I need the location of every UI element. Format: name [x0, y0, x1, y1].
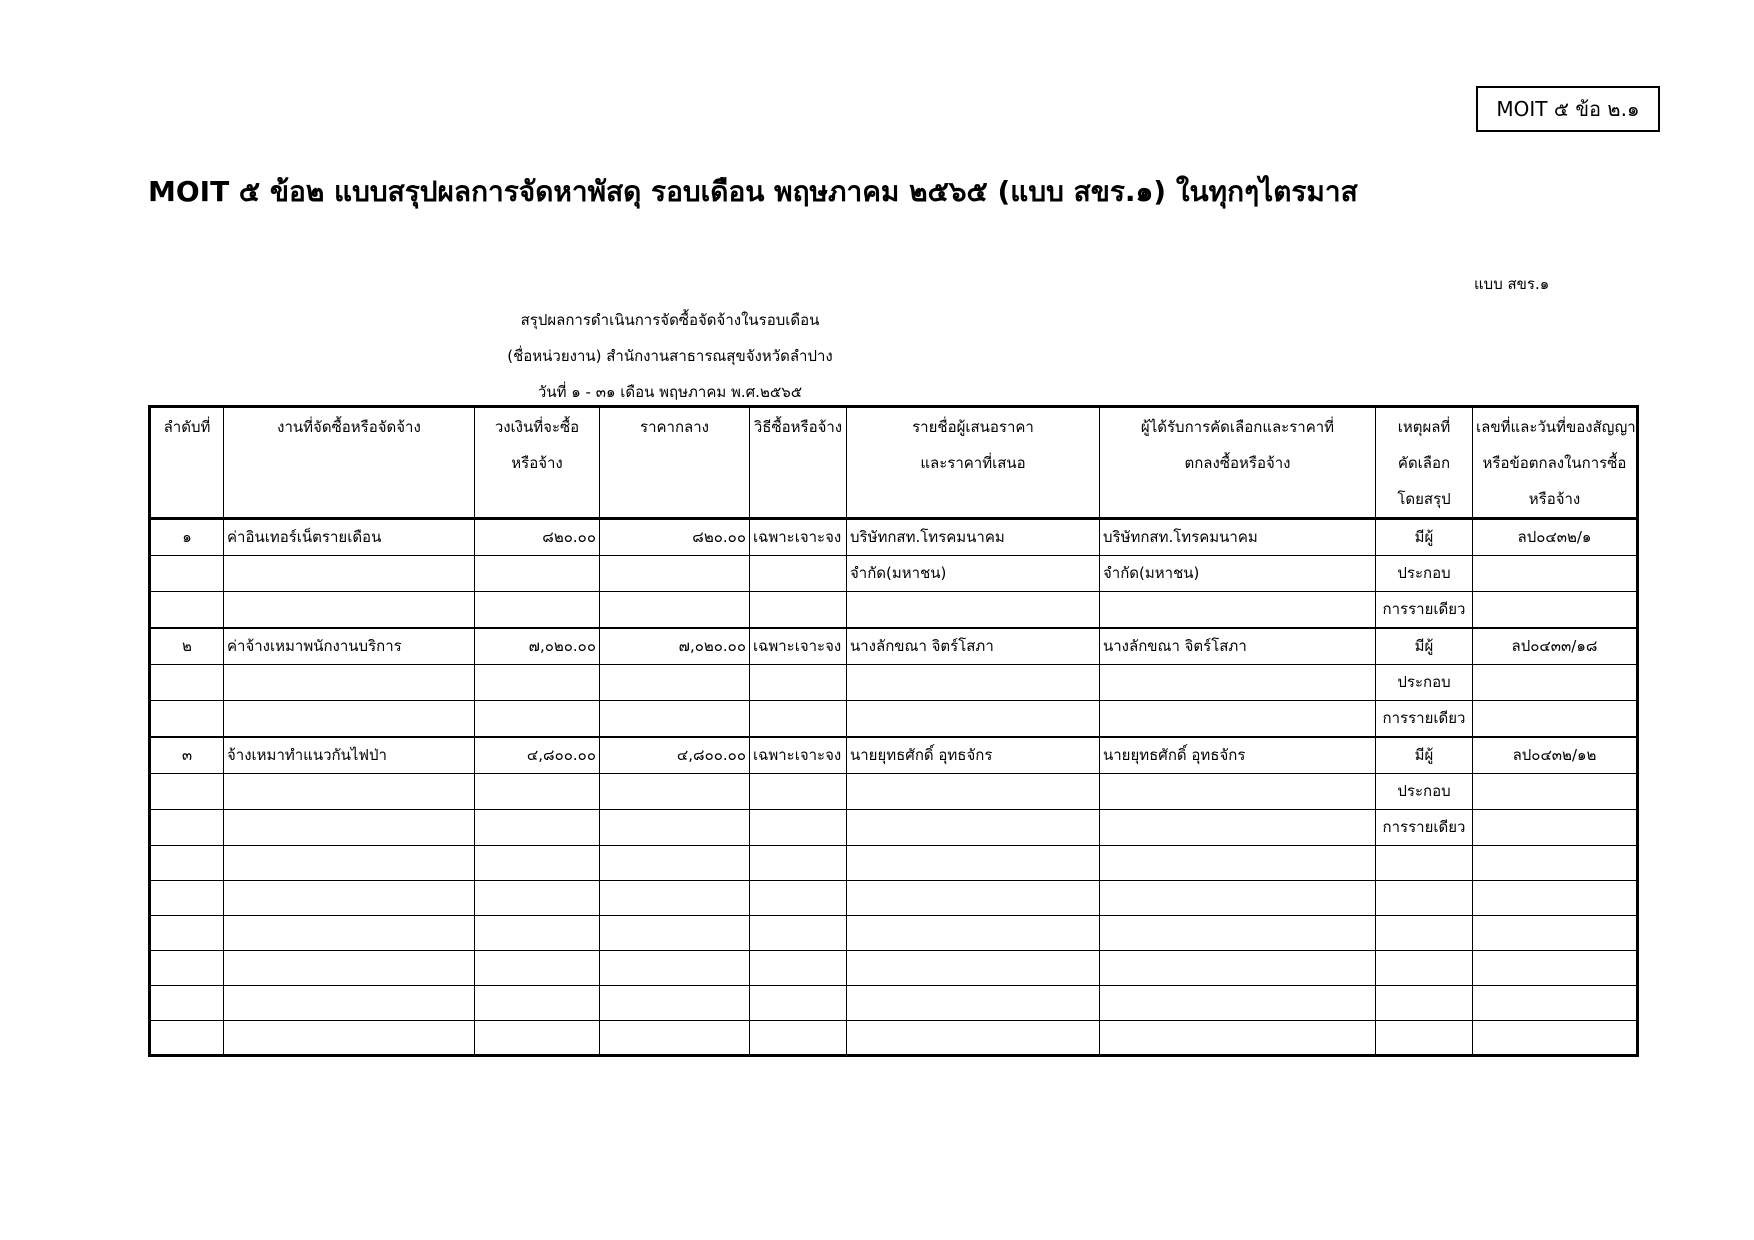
method-cell: [750, 592, 847, 629]
work-cell: ค่าจ้างเหมาพนักงานบริการ: [224, 628, 475, 665]
work-cell: จ้างเหมาทำแนวกันไฟป่า: [224, 737, 475, 774]
contract-cell: ลป๐๔๓๓/๑๘: [1473, 628, 1638, 665]
table-row: [150, 701, 1638, 738]
table-row: [150, 916, 1638, 951]
median-price-cell: [600, 1021, 750, 1056]
work-cell: [224, 665, 475, 701]
work-cell: [224, 592, 475, 629]
reason-cell: [1376, 916, 1473, 951]
reason-cell: มีผู้: [1376, 737, 1473, 774]
reason-cell: [1376, 846, 1473, 881]
table-row: [150, 556, 1638, 592]
no-cell: ๒: [150, 628, 224, 665]
header-work: งานที่จัดซื้อหรือจัดจ้าง: [224, 407, 475, 519]
bidder-cell: [847, 592, 1100, 629]
bidder-cell: [847, 916, 1100, 951]
contract-cell: [1473, 774, 1638, 810]
median-price-cell: [600, 810, 750, 846]
no-cell: [150, 701, 224, 738]
median-price-cell: [600, 916, 750, 951]
reason-cell: ประกอบ: [1376, 774, 1473, 810]
table-row: [150, 737, 1638, 774]
work-cell: [224, 916, 475, 951]
table-row: [150, 881, 1638, 916]
table-row: [150, 1021, 1638, 1056]
contract-cell: [1473, 810, 1638, 846]
table-header-row: [150, 407, 1638, 519]
reason-cell: ประกอบ: [1376, 556, 1473, 592]
selected-cell: [1100, 951, 1376, 986]
contract-cell: ลป๐๔๓๒/๑: [1473, 519, 1638, 556]
median-price-cell: [600, 951, 750, 986]
selected-cell: [1100, 774, 1376, 810]
selected-cell: [1100, 701, 1376, 738]
selected-cell: [1100, 881, 1376, 916]
reason-cell: มีผู้: [1376, 628, 1473, 665]
contract-cell: [1473, 916, 1638, 951]
header-bidders: รายชื่อผู้เสนอราคา และราคาที่เสนอ: [847, 407, 1100, 519]
reason-cell: [1376, 986, 1473, 1021]
agency-name: (ชื่อหน่วยงาน) สำนักงานสาธารณสุขจังหวัดลำปาง: [507, 347, 833, 365]
method-cell: [750, 810, 847, 846]
selected-cell: นางลักขณา จิตร์โสภา: [1100, 628, 1376, 665]
procurement-table: [148, 405, 1639, 1057]
selected-cell: [1100, 986, 1376, 1021]
reason-cell: [1376, 1021, 1473, 1056]
method-cell: [750, 701, 847, 738]
reason-cell: การรายเดียว: [1376, 701, 1473, 738]
work-cell: [224, 881, 475, 916]
no-cell: [150, 592, 224, 629]
contract-cell: [1473, 951, 1638, 986]
contract-cell: ลป๐๔๓๒/๑๒: [1473, 737, 1638, 774]
table-row: [150, 774, 1638, 810]
work-cell: [224, 556, 475, 592]
budget-cell: ๗,๐๒๐.๐๐: [475, 628, 600, 665]
median-price-cell: [600, 665, 750, 701]
table-row: [150, 986, 1638, 1021]
median-price-cell: [600, 846, 750, 881]
contract-cell: [1473, 556, 1638, 592]
bidder-cell: [847, 986, 1100, 1021]
reason-cell: [1376, 881, 1473, 916]
no-cell: [150, 665, 224, 701]
table-row: [150, 519, 1638, 556]
no-cell: [150, 881, 224, 916]
contract-cell: [1473, 665, 1638, 701]
budget-cell: [475, 556, 600, 592]
method-cell: [750, 1021, 847, 1056]
header-selected: ผู้ได้รับการคัดเลือกและราคาที่ ตกลงซื้อหรือจ้าง: [1100, 407, 1376, 519]
no-cell: [150, 846, 224, 881]
contract-cell: [1473, 701, 1638, 738]
table-row: [150, 592, 1638, 629]
work-cell: [224, 774, 475, 810]
bidder-cell: [847, 701, 1100, 738]
budget-cell: [475, 846, 600, 881]
selected-cell: บริษัทกสท.โทรคมนาคม: [1100, 519, 1376, 556]
method-cell: [750, 881, 847, 916]
median-price-cell: [600, 774, 750, 810]
selected-cell: [1100, 592, 1376, 629]
reason-cell: ประกอบ: [1376, 665, 1473, 701]
work-cell: [224, 846, 475, 881]
median-price-cell: ๗,๐๒๐.๐๐: [600, 628, 750, 665]
median-price-cell: [600, 701, 750, 738]
selected-cell: จำกัด(มหาชน): [1100, 556, 1376, 592]
selected-cell: [1100, 916, 1376, 951]
selected-cell: [1100, 810, 1376, 846]
selected-cell: [1100, 1021, 1376, 1056]
budget-cell: [475, 774, 600, 810]
method-cell: [750, 986, 847, 1021]
method-cell: เฉพาะเจาะจง: [750, 737, 847, 774]
header-method: วิธีซื้อหรือจ้าง: [750, 407, 847, 519]
no-cell: [150, 986, 224, 1021]
reason-cell: มีผู้: [1376, 519, 1473, 556]
form-reference-box: [1476, 86, 1660, 132]
budget-cell: [475, 1021, 600, 1056]
budget-cell: [475, 916, 600, 951]
method-cell: [750, 774, 847, 810]
work-cell: [224, 810, 475, 846]
reason-cell: [1376, 951, 1473, 986]
budget-cell: [475, 701, 600, 738]
budget-cell: [475, 881, 600, 916]
work-cell: [224, 1021, 475, 1056]
contract-cell: [1473, 1021, 1638, 1056]
header-budget: วงเงินที่จะซื้อ หรือจ้าง: [475, 407, 600, 519]
header-contract: เลขที่และวันที่ของสัญญา หรือข้อตกลงในการซื้อ หรือจ้าง: [1473, 407, 1638, 519]
selected-cell: นายยุทธศักดิ์ อุทธจักร: [1100, 737, 1376, 774]
median-price-cell: [600, 881, 750, 916]
median-price-cell: [600, 986, 750, 1021]
table-body: [150, 519, 1638, 1056]
bidder-cell: จำกัด(มหาชน): [847, 556, 1100, 592]
report-period: วันที่ ๑ - ๓๑ เดือน พฤษภาคม พ.ศ.๒๕๖๕: [537, 383, 803, 401]
median-price-cell: ๔,๘๐๐.๐๐: [600, 737, 750, 774]
bidder-cell: [847, 951, 1100, 986]
reason-cell: การรายเดียว: [1376, 592, 1473, 629]
no-cell: [150, 916, 224, 951]
header-median-price: ราคากลาง: [600, 407, 750, 519]
table-row: [150, 810, 1638, 846]
reason-cell: การรายเดียว: [1376, 810, 1473, 846]
bidder-cell: นางลักขณา จิตร์โสภา: [847, 628, 1100, 665]
bidder-cell: [847, 881, 1100, 916]
method-cell: [750, 916, 847, 951]
bidder-cell: [847, 810, 1100, 846]
work-cell: ค่าอินเทอร์เน็ตรายเดือน: [224, 519, 475, 556]
bidder-cell: [847, 846, 1100, 881]
report-heading: สรุปผลการดำเนินการจัดซื้อจัดจ้างในรอบเดือน: [520, 311, 820, 329]
method-cell: [750, 556, 847, 592]
no-cell: ๓: [150, 737, 224, 774]
form-code: แบบ สขร.๑: [1474, 275, 1550, 293]
budget-cell: [475, 951, 600, 986]
budget-cell: ๘๒๐.๐๐: [475, 519, 600, 556]
contract-cell: [1473, 592, 1638, 629]
no-cell: ๑: [150, 519, 224, 556]
method-cell: [750, 951, 847, 986]
selected-cell: [1100, 665, 1376, 701]
form-reference-label: MOIT ๕ ข้อ ๒.๑: [1496, 97, 1640, 121]
table-row: [150, 846, 1638, 881]
budget-cell: [475, 592, 600, 629]
budget-cell: [475, 810, 600, 846]
bidder-cell: [847, 665, 1100, 701]
median-price-cell: [600, 556, 750, 592]
contract-cell: [1473, 846, 1638, 881]
method-cell: [750, 665, 847, 701]
contract-cell: [1473, 881, 1638, 916]
method-cell: [750, 846, 847, 881]
work-cell: [224, 701, 475, 738]
no-cell: [150, 951, 224, 986]
median-price-cell: [600, 592, 750, 629]
selected-cell: [1100, 846, 1376, 881]
page-title: MOIT ๕ ข้อ๒ แบบสรุปผลการจัดหาพัสดุ รอบเดือน พฤษภาคม ๒๕๖๕ (แบบ สขร.๑) ในทุกๆไตรมาส: [148, 175, 1358, 208]
method-cell: เฉพาะเจาะจง: [750, 519, 847, 556]
bidder-cell: [847, 1021, 1100, 1056]
bidder-cell: นายยุทธศักดิ์ อุทธจักร: [847, 737, 1100, 774]
no-cell: [150, 1021, 224, 1056]
budget-cell: [475, 986, 600, 1021]
bidder-cell: [847, 774, 1100, 810]
contract-cell: [1473, 986, 1638, 1021]
budget-cell: [475, 665, 600, 701]
table-row: [150, 665, 1638, 701]
budget-cell: ๔,๘๐๐.๐๐: [475, 737, 600, 774]
table-row: [150, 951, 1638, 986]
no-cell: [150, 774, 224, 810]
method-cell: เฉพาะเจาะจง: [750, 628, 847, 665]
work-cell: [224, 986, 475, 1021]
header-no: ลำดับที่: [150, 407, 224, 519]
bidder-cell: บริษัทกสท.โทรคมนาคม: [847, 519, 1100, 556]
no-cell: [150, 810, 224, 846]
median-price-cell: ๘๒๐.๐๐: [600, 519, 750, 556]
work-cell: [224, 951, 475, 986]
header-reason: เหตุผลที่ คัดเลือก โดยสรุป: [1376, 407, 1473, 519]
table-row: [150, 628, 1638, 665]
no-cell: [150, 556, 224, 592]
